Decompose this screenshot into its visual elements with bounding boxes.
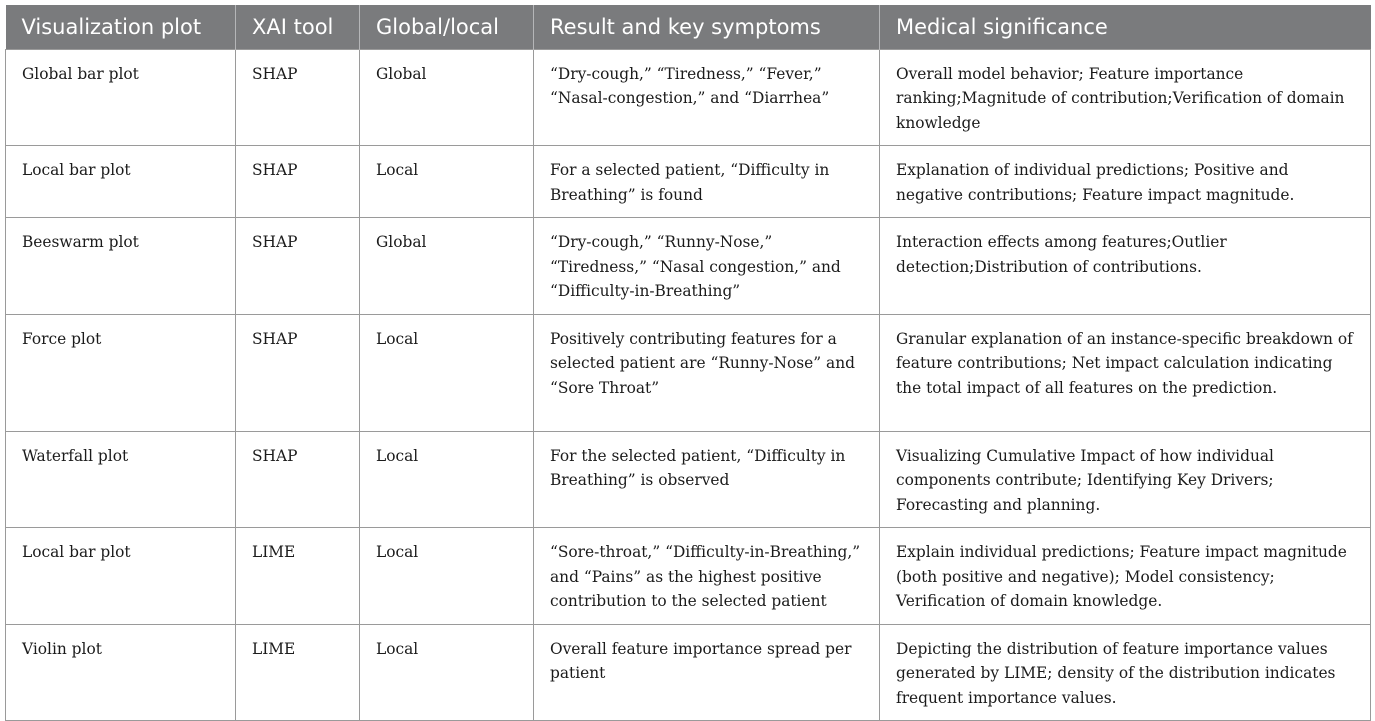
cell-medical-significance: Overall model behavior; Feature importance ranking;Magnitude of contribution;Verification of domain knowledge bbox=[880, 49, 1371, 146]
cell-xai-tool: LIME bbox=[236, 528, 360, 625]
header-visualization-plot: Visualization plot bbox=[6, 5, 236, 49]
cell-visualization-plot: Waterfall plot bbox=[6, 431, 236, 528]
cell-medical-significance: Interaction effects among features;Outlier detection;Distribution of contributions. bbox=[880, 218, 1371, 315]
cell-result-key-symptoms: “Sore-throat,” “Difficulty-in-Breathing,” and “Pains” as the highest positive contribution to the selected patient bbox=[534, 528, 880, 625]
cell-result-key-symptoms: “Dry-cough,” “Runny-Nose,” “Tiredness,” “Nasal congestion,” and “Difficulty-in-Breathing” bbox=[534, 218, 880, 315]
table-row bbox=[6, 49, 1371, 146]
xai-visualization-table bbox=[5, 5, 1371, 721]
cell-global-local: Local bbox=[360, 431, 534, 528]
cell-xai-tool: SHAP bbox=[236, 49, 360, 146]
cell-result-key-symptoms: For the selected patient, “Difficulty in Breathing” is observed bbox=[534, 431, 880, 528]
cell-visualization-plot: Force plot bbox=[6, 314, 236, 431]
cell-xai-tool: SHAP bbox=[236, 218, 360, 315]
table-row bbox=[6, 528, 1371, 625]
cell-xai-tool: LIME bbox=[236, 624, 360, 721]
header-result-key-symptoms: Result and key symptoms bbox=[534, 5, 880, 49]
cell-global-local: Global bbox=[360, 49, 534, 146]
header-global-local: Global/local bbox=[360, 5, 534, 49]
cell-visualization-plot: Beeswarm plot bbox=[6, 218, 236, 315]
cell-xai-tool: SHAP bbox=[236, 431, 360, 528]
cell-visualization-plot: Local bar plot bbox=[6, 528, 236, 625]
cell-visualization-plot: Global bar plot bbox=[6, 49, 236, 146]
cell-result-key-symptoms: Overall feature importance spread per patient bbox=[534, 624, 880, 721]
cell-result-key-symptoms: Positively contributing features for a selected patient are “Runny-Nose” and “Sore Throat” bbox=[534, 314, 880, 431]
header-xai-tool: XAI tool bbox=[236, 5, 360, 49]
cell-visualization-plot: Local bar plot bbox=[6, 146, 236, 218]
table-row bbox=[6, 624, 1371, 721]
table-row bbox=[6, 314, 1371, 431]
cell-result-key-symptoms: “Dry-cough,” “Tiredness,” “Fever,” “Nasal-congestion,” and “Diarrhea” bbox=[534, 49, 880, 146]
table-row bbox=[6, 431, 1371, 528]
cell-global-local: Local bbox=[360, 528, 534, 625]
cell-medical-significance: Granular explanation of an instance-specific breakdown of feature contributions; Net impact calculation indicating the total impact of all features on the prediction. bbox=[880, 314, 1371, 431]
table-row bbox=[6, 146, 1371, 218]
cell-result-key-symptoms: For a selected patient, “Difficulty in Breathing” is found bbox=[534, 146, 880, 218]
cell-medical-significance: Explain individual predictions; Feature impact magnitude (both positive and negative); Model consistency; Verification of domain knowledge. bbox=[880, 528, 1371, 625]
cell-medical-significance: Explanation of individual predictions; Positive and negative contributions; Feature impact magnitude. bbox=[880, 146, 1371, 218]
cell-global-local: Local bbox=[360, 624, 534, 721]
cell-visualization-plot: Violin plot bbox=[6, 624, 236, 721]
header-medical-significance: Medical significance bbox=[880, 5, 1371, 49]
cell-global-local: Local bbox=[360, 314, 534, 431]
table-row bbox=[6, 218, 1371, 315]
cell-global-local: Global bbox=[360, 218, 534, 315]
cell-xai-tool: SHAP bbox=[236, 146, 360, 218]
cell-medical-significance: Visualizing Cumulative Impact of how individual components contribute; Identifying Key Drivers; Forecasting and planning. bbox=[880, 431, 1371, 528]
cell-medical-significance: Depicting the distribution of feature importance values generated by LIME; density of the distribution indicates frequent importance values. bbox=[880, 624, 1371, 721]
cell-global-local: Local bbox=[360, 146, 534, 218]
table-header bbox=[6, 5, 1371, 49]
header-row bbox=[6, 5, 1371, 49]
cell-xai-tool: SHAP bbox=[236, 314, 360, 431]
table-body bbox=[6, 49, 1371, 721]
